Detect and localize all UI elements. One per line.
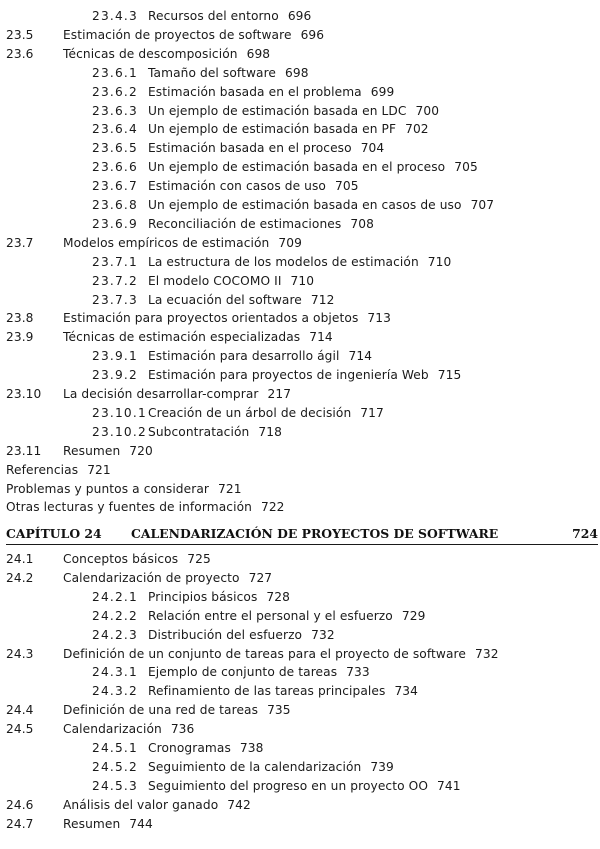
toc-entry-page-number: 720 — [129, 443, 153, 458]
toc-entry-page-number: 714 — [348, 349, 373, 364]
toc-entry-title: Estimación para proyectos orientados a objetos — [63, 311, 359, 326]
toc-entry-title-group — [148, 682, 418, 700]
toc-entry-title: Análisis del valor ganado — [63, 797, 219, 812]
toc-entry-title: Un ejemplo de estimación basada en LDC — [148, 103, 407, 118]
toc-entry-title: La decisión desarrollar-comprar — [63, 387, 259, 401]
toc-entry-page-number: 728 — [266, 589, 290, 604]
toc-entry-title-group — [148, 777, 461, 795]
toc-entry-page-number: 713 — [367, 311, 391, 326]
toc-entry-number: 23.7.3 — [92, 292, 138, 307]
toc-entry-page-number: 704 — [360, 141, 385, 156]
toc-entry-number: 24.5.1 — [92, 741, 138, 755]
toc-entry-title: Recursos del entorno — [148, 9, 279, 23]
toc-entry-number: 23.10 — [6, 387, 42, 401]
toc-entry-page-number: 721 — [218, 481, 242, 496]
toc-entry-title-group — [63, 550, 211, 568]
toc-entry-title-group — [148, 7, 311, 25]
toc-entry-title-group — [63, 45, 270, 63]
toc-entry-title-group — [63, 796, 251, 814]
toc-entry-title-group — [148, 196, 494, 214]
toc-entry-page-number: 722 — [260, 500, 285, 515]
toc-entry-number: 23.9.2 — [92, 368, 138, 383]
chapter-label: CAPÍTULO 24 — [6, 526, 102, 541]
toc-entry-number: 23.6.1 — [92, 65, 138, 80]
toc-entry-number: 23.6.7 — [92, 179, 138, 194]
toc-entry-number: 24.3 — [6, 646, 34, 661]
toc-entry-number: 24.5.2 — [92, 759, 138, 774]
toc-entry-title-group — [63, 26, 324, 44]
toc-entry-page-number: 736 — [170, 722, 195, 737]
toc-entry-title: Problemas y puntos a considerar — [6, 481, 210, 496]
toc-entry-title: Estimación basada en el proceso — [148, 141, 352, 156]
toc-entry-page-number: 739 — [370, 759, 394, 774]
toc-entry-title-group — [6, 498, 285, 516]
toc-entry-title-group — [148, 120, 429, 138]
toc-entry-number: 23.10.2 — [92, 424, 147, 439]
toc-entry-title: Tamaño del software — [148, 65, 277, 80]
toc-entry-number: 23.6.5 — [92, 141, 138, 156]
toc-entry-page-number: 712 — [310, 292, 335, 307]
toc-entry-number: 23.6.3 — [92, 103, 138, 118]
toc-entry-page-number: 696 — [300, 27, 325, 42]
toc-entry-title-group — [148, 177, 359, 195]
toc-entry-title-group — [148, 83, 394, 101]
toc-entry-title: La ecuación del software — [148, 292, 302, 307]
toc-entry-title: Reconciliación de estimaciones — [148, 216, 342, 231]
toc-entry-page-number: 709 — [278, 235, 302, 250]
toc-entry-title-group — [63, 309, 391, 327]
toc-entry-title-group — [63, 385, 291, 403]
toc-entry-number: 23.9.1 — [92, 349, 138, 364]
toc-entry-number: 23.9 — [6, 330, 34, 345]
toc-entry-page-number: 738 — [239, 741, 264, 755]
toc-entry-number: 23.4.3 — [92, 9, 138, 23]
toc-entry-page-number: 725 — [187, 552, 211, 566]
toc-entry-number: 24.5 — [6, 722, 34, 737]
toc-entry-title-group — [148, 215, 374, 233]
toc-entry-number: 23.7.1 — [92, 254, 138, 269]
toc-entry-page-number: 700 — [415, 103, 440, 118]
toc-entry-title: Definición de un conjunto de tareas para el proyecto de software — [63, 646, 466, 661]
toc-entry-number: 23.6.8 — [92, 198, 138, 212]
toc-entry-page-number: 744 — [129, 816, 153, 831]
toc-entry-title: Modelos empíricos de estimación — [63, 235, 270, 250]
toc-entry-page-number: 708 — [350, 216, 374, 231]
toc-entry-number: 24.7 — [6, 816, 34, 831]
toc-entry-title: Un ejemplo de estimación basada en casos de uso — [148, 198, 462, 212]
toc-entry-page-number: 715 — [437, 368, 462, 383]
chapter-title: CALENDARIZACIÓN DE PROYECTOS DE SOFTWARE — [131, 526, 499, 541]
toc-entry-number: 23.6.6 — [92, 160, 138, 175]
toc-entry-number: 24.2 — [6, 570, 34, 585]
toc-entry-title-group — [63, 720, 194, 738]
toc-entry-title-group — [63, 328, 333, 346]
toc-entry-title-group — [6, 461, 111, 479]
toc-entry-title: Refinamiento de las tareas principales — [148, 684, 386, 699]
toc-entry-title-group — [148, 607, 425, 625]
toc-entry-number: 23.7 — [6, 235, 34, 250]
toc-entry-number: 24.3.2 — [92, 684, 138, 699]
toc-entry-number: 23.6.4 — [92, 122, 138, 137]
toc-entry-page-number: 718 — [258, 424, 282, 439]
toc-entry-title: Definición de una red de tareas — [63, 703, 259, 718]
toc-entry-title: La estructura de los modelos de estimación — [148, 254, 419, 269]
toc-entry-title: Resumen — [63, 443, 121, 458]
toc-entry-number: 24.6 — [6, 797, 34, 812]
toc-entry-number: 24.2.1 — [92, 589, 138, 604]
toc-entry-page-number: 717 — [360, 405, 384, 420]
toc-entry-number: 23.6.9 — [92, 216, 138, 231]
chapter-heading — [6, 524, 598, 545]
toc-entry-title-group — [148, 102, 439, 120]
toc-entry-title-group — [148, 588, 290, 606]
toc-entry-number: 23.11 — [6, 443, 42, 458]
toc-entry-title-group — [63, 701, 291, 719]
toc-entry-number: 24.4 — [6, 703, 34, 718]
toc-entry-title: Estimación de proyectos de software — [63, 27, 292, 42]
toc-entry-page-number: 705 — [335, 179, 359, 194]
toc-entry-number: 24.5.3 — [92, 778, 138, 793]
toc-entry-number: 24.3.1 — [92, 665, 138, 680]
toc-entry-title-group — [148, 366, 461, 384]
toc-entry-title: Cronogramas — [148, 741, 231, 755]
toc-entry-page-number: 732 — [474, 646, 499, 661]
toc-entry-page-number: 733 — [346, 665, 370, 680]
toc-entry-title: Subcontratación — [148, 424, 250, 439]
toc-entry-page-number: 705 — [454, 160, 478, 175]
toc-entry-title: Estimación para desarrollo ágil — [148, 349, 340, 364]
toc-entry-title: Un ejemplo de estimación basada en el proceso — [148, 160, 446, 175]
toc-entry-title: Estimación con casos de uso — [148, 179, 326, 194]
toc-entry-title-group — [148, 158, 478, 176]
toc-entry-title-group — [148, 291, 334, 309]
toc-entry-title: Creación de un árbol de decisión — [148, 405, 352, 420]
toc-entry-number: 24.2.3 — [92, 627, 138, 642]
toc-entry-number: 23.6 — [6, 46, 34, 61]
toc-entry-title: Calendarización de proyecto — [63, 570, 240, 585]
toc-entry-title-group — [148, 739, 263, 757]
toc-entry-title: Estimación para proyectos de ingeniería Web — [148, 368, 429, 383]
toc-entry-page-number: 735 — [267, 703, 291, 718]
toc-entry-title: Otras lecturas y fuentes de información — [6, 500, 252, 515]
toc-entry-number: 23.6.2 — [92, 84, 138, 99]
toc-entry-title: Distribución del esfuerzo — [148, 627, 303, 642]
toc-entry-page-number: 217 — [267, 387, 292, 401]
toc-entry-number: 24.1 — [6, 552, 34, 566]
toc-entry-page-number: 734 — [394, 684, 418, 699]
toc-entry-page-number: 702 — [405, 122, 429, 137]
toc-entry-title-group — [148, 347, 372, 365]
toc-entry-number: 23.8 — [6, 311, 34, 326]
toc-entry-title-group — [63, 569, 272, 587]
toc-entry-page-number: 729 — [401, 608, 426, 623]
toc-entry-title: Conceptos básicos — [63, 552, 179, 566]
toc-entry-page-number: 698 — [246, 46, 271, 61]
toc-entry-title: Seguimiento del progreso en un proyecto OO — [148, 778, 429, 793]
toc-entry-title-group — [148, 64, 309, 82]
toc-entry-page-number: 710 — [427, 254, 452, 269]
toc-entry-title-group — [148, 758, 394, 776]
toc-entry-title: Resumen — [63, 816, 121, 831]
toc-entry-page-number: 732 — [311, 627, 335, 642]
toc-entry-title-group — [63, 815, 153, 833]
toc-entry-title: Relación entre el personal y el esfuerzo — [148, 608, 393, 623]
toc-entry-title: Referencias — [6, 462, 79, 477]
toc-entry-title-group — [148, 626, 335, 644]
toc-entry-page-number: 707 — [470, 198, 495, 212]
toc-entry-title: Seguimiento de la calendarización — [148, 759, 362, 774]
chapter-page-number: 724 — [572, 526, 598, 541]
toc-entry-title: Estimación basada en el problema — [148, 84, 362, 99]
toc-entry-page-number: 741 — [437, 778, 461, 793]
toc-entry-page-number: 721 — [87, 462, 111, 477]
toc-entry-page-number: 699 — [370, 84, 395, 99]
toc-entry-page-number: 698 — [285, 65, 309, 80]
toc-entry-number: 23.7.2 — [92, 273, 138, 288]
toc-entry-title-group — [148, 253, 451, 271]
toc-entry-title-group — [148, 404, 384, 422]
toc-entry-title: Técnicas de estimación especializadas — [63, 330, 301, 345]
toc-entry-title-group — [148, 423, 282, 441]
toc-entry-title: Calendarización — [63, 722, 162, 737]
toc-entry-title: Un ejemplo de estimación basada en PF — [148, 122, 397, 137]
toc-entry-page-number: 696 — [287, 9, 312, 23]
toc-entry-page-number: 710 — [290, 273, 315, 288]
toc-entry-number: 23.10.1 — [92, 405, 147, 420]
toc-entry-title-group — [148, 663, 370, 681]
toc-entry-page-number: 742 — [227, 797, 251, 812]
toc-entry-title: Ejemplo de conjunto de tareas — [148, 665, 338, 680]
toc-entry-title-group — [6, 480, 242, 498]
toc-entry-title: Técnicas de descomposición — [63, 46, 238, 61]
toc-entry-title: Principios básicos — [148, 589, 258, 604]
toc-entry-title: El modelo COCOMO II — [148, 273, 282, 288]
toc-entry-number: 23.5 — [6, 27, 34, 42]
toc-entry-title-group — [63, 442, 153, 460]
toc-entry-title-group — [148, 139, 384, 157]
toc-entry-title-group — [63, 234, 302, 252]
toc-entry-number: 24.2.2 — [92, 608, 138, 623]
toc-entry-title-group — [148, 272, 314, 290]
toc-entry-page-number: 727 — [248, 570, 273, 585]
toc-entry-page-number: 714 — [309, 330, 333, 345]
toc-entry-title-group — [63, 645, 499, 663]
